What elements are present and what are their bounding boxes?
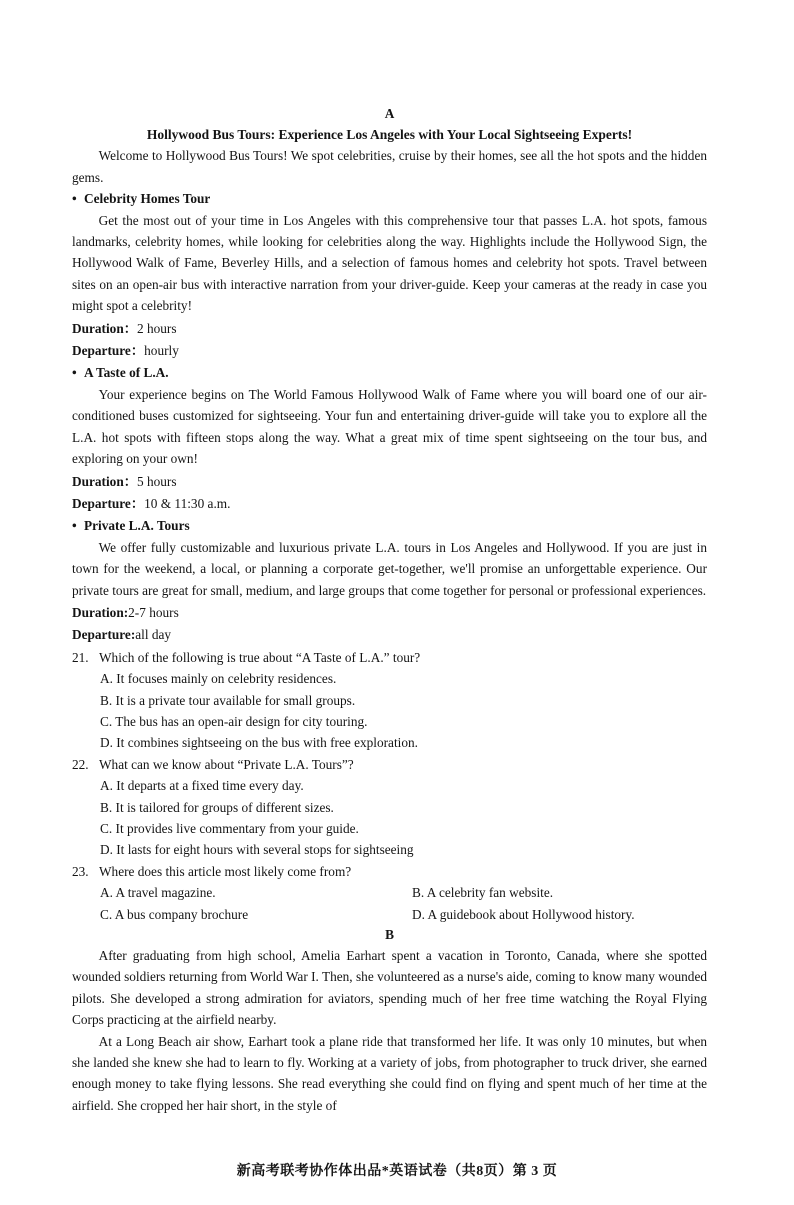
tour-duration xyxy=(72,471,707,492)
tour-departure xyxy=(72,493,707,514)
bullet-icon: • xyxy=(72,191,77,207)
question-21 xyxy=(72,647,707,754)
exam-page xyxy=(72,104,707,1116)
passage-a-title: Hollywood Bus Tours: Experience Los Angeles with Your Local Sightseeing Experts! xyxy=(146,127,633,142)
duration-value: 2 hours xyxy=(137,320,177,336)
option-c: C. It provides live commentary from your guide. xyxy=(100,821,359,836)
question-text: Which of the following is true about “A Taste of L.A.” tour? xyxy=(99,649,421,665)
tour-departure xyxy=(72,340,707,361)
question-text: Where does this article most likely come from? xyxy=(99,863,352,879)
section-b-letter: B xyxy=(385,927,394,943)
question-text: What can we know about “Private L.A. Tours”? xyxy=(99,756,354,772)
option-b: B. It is tailored for groups of different sizes. xyxy=(100,799,334,815)
departure-label: Departure: xyxy=(72,627,136,643)
tour-private-la xyxy=(72,515,707,645)
option-a: A. A travel magazine. xyxy=(100,885,216,901)
tour-taste-of-la xyxy=(72,362,707,514)
option-d: D. It lasts for eight hours with several stops for sightseeing xyxy=(100,842,414,858)
page-footer: 新高考联考协作体出品*英语试卷（共8页）第 3 页 xyxy=(236,1164,558,1179)
tour-description: Your experience begins on The World Famous Hollywood Walk of Fame where you will board one of our air-conditioned buses customized for sightseeing. Your fun and entertaining driver-guide will take you to explore all the L.A. hot spots with fifteen stops along the way. What a great mix of time spent sightseeing on the tour bus, and exploring on your own! xyxy=(72,386,707,467)
tour-description: Get the most out of your time in Los Angeles with this comprehensive tour that passes L.A. hot spots, famous landmarks, celebrity homes, while looking for celebrities along the way. Highlights include the Hollywood Sign, the Hollywood Walk of Fame, Beverley Hills, and a selection of famous homes and celebrity hot spots. Travel between sites on an open-air bus with interactive narration from your driver-guide. Keep your cameras at the ready in case you might spot a celebrity! xyxy=(72,212,707,314)
option-d: D. A guidebook about Hollywood history. xyxy=(412,906,635,922)
tour-name: Celebrity Homes Tour xyxy=(84,191,211,207)
duration-label: Duration： xyxy=(72,473,138,489)
tour-description: We offer fully customizable and luxurious private L.A. tours in Los Angeles and Hollywood. If you are just in town for the weekend, a local, or planning a corporate get-together, we'll promise an unforgettable experience. Our private tours are great for small, medium, and large groups that come together for personal or professional experiences. xyxy=(72,539,707,598)
question-number: 21. xyxy=(72,649,89,665)
bullet-icon: • xyxy=(72,518,77,534)
tour-departure xyxy=(72,624,707,645)
question-number: 22. xyxy=(72,756,89,772)
tour-name: Private L.A. Tours xyxy=(84,518,190,534)
tour-heading xyxy=(72,188,707,209)
question-22 xyxy=(72,754,707,861)
duration-value: 2-7 hours xyxy=(128,604,179,620)
option-a: A. It departs at a fixed time every day. xyxy=(100,778,304,794)
tour-heading xyxy=(72,362,707,383)
option-d: D. It combines sightseeing on the bus with free exploration. xyxy=(100,735,418,751)
option-c: C. The bus has an open-air design for city touring. xyxy=(100,713,368,729)
duration-label: Duration： xyxy=(72,320,138,336)
question-23 xyxy=(72,861,707,925)
tour-heading xyxy=(72,515,707,536)
question-stem xyxy=(72,754,707,775)
question-stem xyxy=(72,647,707,668)
departure-value: all day xyxy=(135,627,172,643)
tour-name: A Taste of L.A. xyxy=(84,365,169,381)
duration-value: 5 hours xyxy=(137,473,177,489)
bullet-icon: • xyxy=(72,365,77,381)
tour-celebrity-homes xyxy=(72,188,707,361)
option-c: C. A bus company brochure xyxy=(100,906,249,922)
tour-duration xyxy=(72,318,707,339)
tour-duration xyxy=(72,602,707,623)
passage-b-paragraph: At a Long Beach air show, Earhart took a plane ride that transformed her life. It was only 10 minutes, but when she landed she knew she had to learn to fly. Working at a variety of jobs, from photographer to truck driver, she earned enough money to take flying lessons. She read everything she could find on flying and spent much of her time at the airfield. She cropped her hair short, in the style of xyxy=(72,1033,707,1113)
option-b: B. A celebrity fan website. xyxy=(412,885,554,901)
question-number: 23. xyxy=(72,863,89,879)
duration-label: Duration: xyxy=(72,604,129,620)
question-stem xyxy=(72,861,707,882)
option-b: B. It is a private tour available for small groups. xyxy=(100,692,356,708)
departure-label: Departure： xyxy=(72,495,145,511)
option-a: A. It focuses mainly on celebrity residences. xyxy=(100,671,337,687)
passage-a-intro: Welcome to Hollywood Bus Tours! We spot celebrities, cruise by their homes, see all the hot spots and the hidden gems. xyxy=(72,148,707,185)
departure-value: hourly xyxy=(144,343,179,359)
departure-value: 10 & 11:30 a.m. xyxy=(144,495,231,511)
section-a-letter: A xyxy=(384,106,395,121)
departure-label: Departure： xyxy=(72,343,145,359)
passage-b-paragraph: After graduating from high school, Amelia Earhart spent a vacation in Toronto, Canada, where she spotted wounded soldiers returning from World War I. Then, she volunteered as a nurse's aide, coming to know many wounded pilots. She developed a strong admiration for aviators, spending much of her free time watching the Royal Flying Corps practicing at the airfield nearby. xyxy=(72,948,707,1028)
options-grid xyxy=(72,882,707,925)
